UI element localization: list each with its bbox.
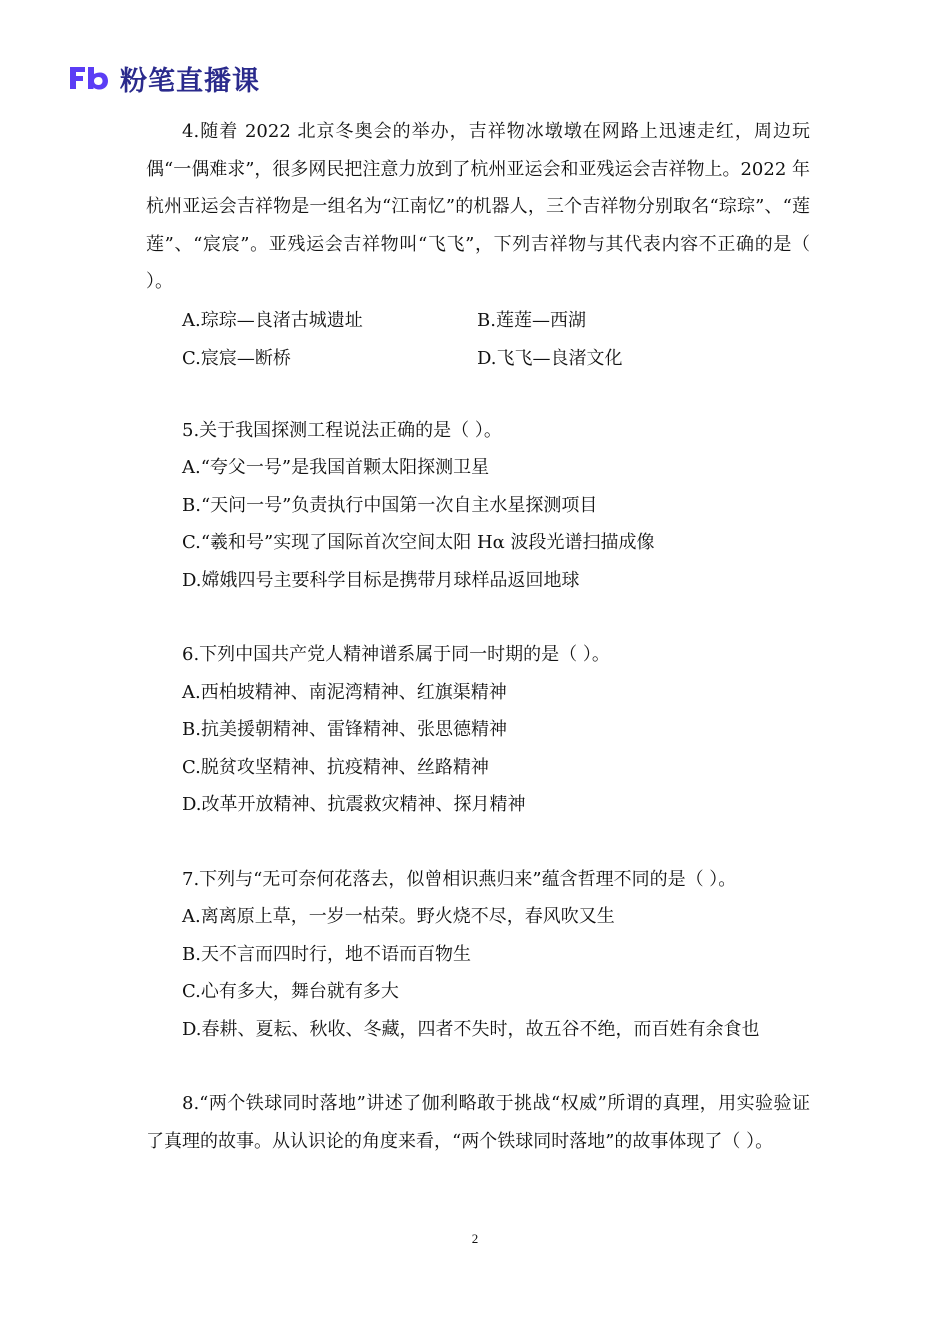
question-6: [146, 636, 810, 824]
option-d: D.春耕、夏耘、秋收、冬藏，四者不失时，故五谷不绝，而百姓有余食也: [182, 1018, 760, 1040]
fb-logo-icon: [68, 65, 110, 91]
option-c: C.脱贫攻坚精神、抗疫精神、丝路精神: [182, 756, 489, 778]
document-body: [146, 113, 810, 1197]
brand-title: 粉笔直播课: [120, 65, 260, 97]
option-a: A.琮琮—良渚古城遗址: [182, 310, 363, 332]
header: [68, 58, 260, 98]
option-list: [146, 301, 810, 376]
option-b: B.天不言而四时行，地不语而百物生: [182, 943, 471, 965]
option-b: B.莲莲—西湖: [477, 310, 586, 332]
question-stem: 5.关于我国探测工程说法正确的是（ ）。: [182, 419, 502, 441]
question-stem: 7.下列与“无可奈何花落去，似曾相识燕归来”蕴含哲理不同的是（ ）。: [182, 868, 737, 890]
question-stem: 8.“两个铁球同时落地”讲述了伽利略敢于挑战“权威”所谓的真理，用实验验证了真理的故事。从认识论的角度来看，“两个铁球同时落地”的故事体现了（ ）。: [146, 1093, 810, 1152]
option-c: C.心有多大，舞台就有多大: [182, 981, 399, 1002]
option-b: B.“天问一号”负责执行中国第一次自主水星探测项目: [182, 494, 598, 516]
option-c: C.宸宸—断桥: [182, 347, 291, 369]
option-a: A.“夸父一号”是我国首颗太阳探测卫星: [182, 457, 490, 478]
option-d: D.嫦娥四号主要科学目标是携带月球样品返回地球: [182, 569, 580, 591]
question-4: [146, 113, 810, 376]
question-stem: 6.下列中国共产党人精神谱系属于同一时期的是（ ）。: [182, 644, 610, 665]
option-list: [146, 449, 810, 599]
page-number: 2: [471, 1231, 479, 1246]
question-7: [146, 861, 810, 1049]
question-5: [146, 412, 810, 600]
option-a: A.西柏坡精神、南泥湾精神、红旗渠精神: [182, 681, 507, 703]
question-stem: 4.随着 2022 北京冬奥会的举办，吉祥物冰墩墩在网路上迅速走红，周边玩偶“一偶难求”，很多网民把注意力放到了杭州亚运会和亚残运会吉祥物上。2022 年杭州亚运会吉祥物是一组名为“江南忆”的机器人，三个吉祥物分别取名“琮琮”、“莲莲”、“宸宸”。亚残运会吉祥物叫“飞飞”，下列吉祥物与其代表内容不正确的是（ ）。: [146, 121, 810, 292]
option-c: C.“羲和号”实现了国际首次空间太阳 Hα 波段光谱扫描成像: [182, 532, 655, 553]
question-8: [146, 1085, 810, 1160]
option-list: [146, 674, 810, 824]
option-d: D.改革开放精神、抗震救灾精神、探月精神: [182, 794, 526, 815]
option-list: [146, 898, 810, 1048]
option-a: A.离离原上草，一岁一枯荣。野火烧不尽，春风吹又生: [182, 906, 615, 927]
option-b: B.抗美援朝精神、雷锋精神、张思德精神: [182, 719, 507, 740]
option-d: D.飞飞—良渚文化: [477, 347, 623, 369]
